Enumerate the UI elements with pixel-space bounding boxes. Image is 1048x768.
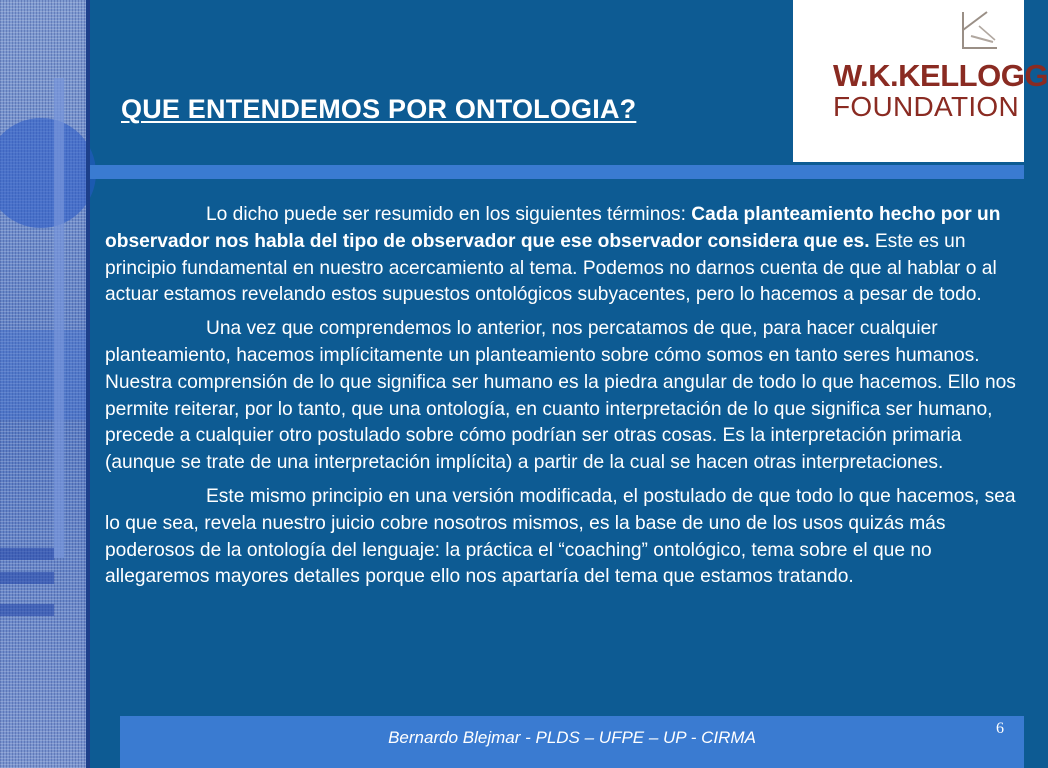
decorative-block [0, 330, 86, 420]
logo-text-line1: W.K.KELLOGG [833, 58, 1048, 93]
decorative-texture-strip [0, 0, 86, 768]
decorative-bar [0, 548, 54, 560]
paragraph-1-rest: Este es un principio fundamental en nuestro acercamiento al tema. Podemos no darnos cuenta de que al hablar o al actuar estamos revelando estos supuestos ontológicos subyacentes, pero lo hacemos a pesar de todo. [105, 230, 997, 306]
slide-number: 6 [996, 720, 1004, 737]
footer-band [120, 716, 1024, 768]
paragraph-3: Este mismo principio en una versión modificada, el postulado de que todo lo que hacemos, sea lo que sea, revela nuestro juicio cobre nosotros mismos, es la base de uno de los usos quizás más poderosos de la ontología del lenguaje: la práctica el “coaching” ontológico, tema sobre el que no allegaremos mayores detalles porque ello nos apartaría del tema que estamos tratando. [105, 485, 1016, 588]
decorative-bar [0, 604, 54, 616]
slide-title: QUE ENTENDEMOS POR ONTOLOGIA? [121, 94, 637, 124]
paragraph-1-lead: Lo dicho puede ser resumido en los siguientes términos: [206, 204, 692, 225]
header-divider-band [90, 165, 1024, 179]
paragraph-1 [105, 202, 1017, 309]
decorative-bar [0, 572, 54, 584]
left-divider [86, 0, 90, 768]
footer-credits: Bernardo Blejmar - PLDS – UFPE – UP - CIRMA [388, 728, 756, 747]
logo-text-line2: FOUNDATION [833, 91, 1020, 122]
decorative-circle [0, 118, 96, 228]
decorative-vertical-bar [54, 78, 64, 558]
slide-body [105, 202, 1017, 598]
kellogg-mark-icon [957, 8, 1001, 52]
paragraph-2: Una vez que comprendemos lo anterior, nos percatamos de que, para hacer cualquier planteamiento, hacemos implícitamente un planteamiento sobre cómo somos en tanto seres humanos. Nuestra comprensión de lo que significa ser humano es la piedra angular de todo lo que hacemos. Ello nos permite reiterar, por lo tanto, que una ontología, en cuanto interpretación de lo que significa ser humano, precede a cualquier otro postulado sobre cómo podrían ser otras cosas. Es la interpretación primaria (aunque se trate de una interpretación implícita) a partir de la cual se hacen otras interpretaciones. [105, 318, 1016, 474]
kellogg-logo [793, 0, 1048, 162]
paragraph-1-emphasis: Cada planteamiento hecho por un observador nos habla del tipo de observador que ese observador considera que es. [105, 204, 1001, 252]
